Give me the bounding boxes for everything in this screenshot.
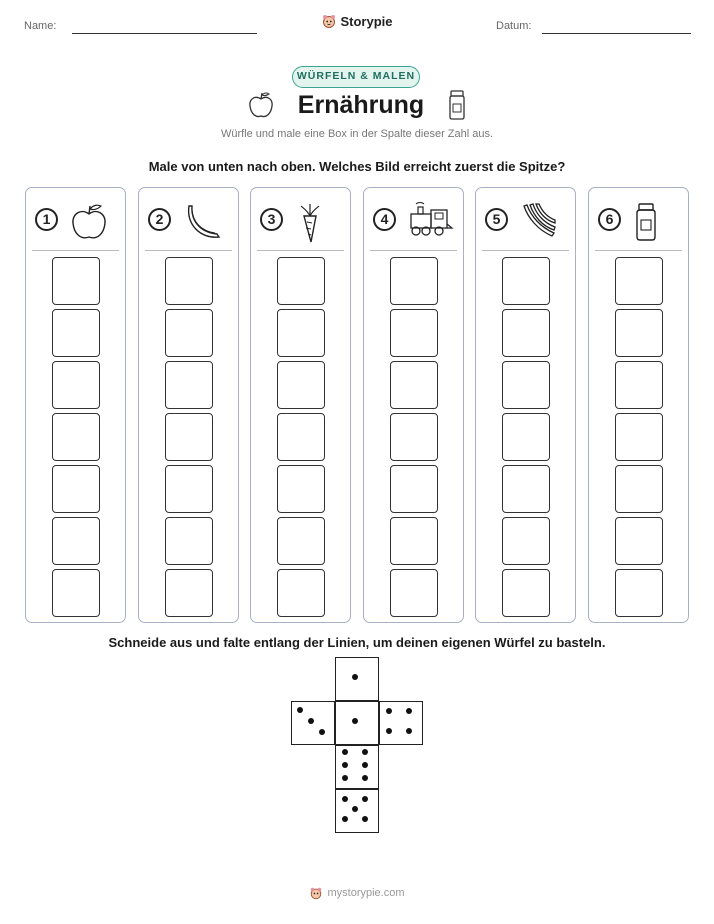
color-box[interactable] — [615, 413, 663, 461]
color-box[interactable] — [277, 257, 325, 305]
color-box[interactable] — [502, 257, 550, 305]
color-box[interactable] — [165, 257, 213, 305]
color-box[interactable] — [390, 517, 438, 565]
column-divider — [257, 250, 344, 251]
die-pip — [297, 707, 303, 713]
color-box[interactable] — [52, 257, 100, 305]
column-divider — [595, 250, 682, 251]
brand-logo — [0, 13, 714, 34]
color-box[interactable] — [615, 309, 663, 357]
color-box[interactable] — [502, 465, 550, 513]
die-pip — [386, 708, 392, 714]
color-box[interactable] — [502, 309, 550, 357]
die-pip — [406, 728, 412, 734]
column-header — [139, 202, 238, 242]
color-box[interactable] — [390, 413, 438, 461]
instruction-bottom: Schneide aus und falte entlang der Linien, um deinen eigenen Würfel zu basteln. — [108, 635, 606, 650]
die-pip — [406, 708, 412, 714]
storypie-mascot-icon — [309, 886, 323, 900]
die-pip — [362, 749, 368, 755]
color-box[interactable] — [277, 569, 325, 617]
name-label: Name: — [24, 20, 57, 32]
die-pip — [352, 806, 358, 812]
color-box[interactable] — [390, 569, 438, 617]
color-box[interactable] — [277, 309, 325, 357]
die-face-1 — [335, 701, 379, 745]
color-box[interactable] — [52, 413, 100, 461]
die-face-5 — [335, 789, 379, 833]
jar-icon — [447, 90, 467, 120]
die-pip — [342, 762, 348, 768]
die-face-6 — [335, 745, 379, 789]
column-3 — [250, 187, 351, 623]
instruction-top: Male von unten nach oben. Welches Bild erreicht zuerst die Spitze? — [148, 159, 566, 174]
column-number: 1 — [35, 208, 58, 231]
color-box[interactable] — [502, 569, 550, 617]
die-pip — [362, 816, 368, 822]
die-pip — [362, 762, 368, 768]
page-title: Ernährung — [297, 90, 425, 119]
die-pip — [319, 729, 325, 735]
die-face-3 — [291, 701, 335, 745]
die-pip — [342, 796, 348, 802]
die-pip — [386, 728, 392, 734]
column-2 — [138, 187, 239, 623]
color-box[interactable] — [165, 569, 213, 617]
color-box[interactable] — [52, 465, 100, 513]
column-header — [251, 202, 350, 242]
green-beans-icon — [520, 202, 558, 245]
jar-icon — [633, 202, 659, 247]
color-box[interactable] — [52, 361, 100, 409]
color-box[interactable] — [165, 413, 213, 461]
column-header — [476, 202, 575, 242]
color-box[interactable] — [502, 413, 550, 461]
brand-name: Storypie — [340, 13, 393, 29]
column-divider — [145, 250, 232, 251]
column-number: 5 — [485, 208, 508, 231]
carrot-icon — [295, 202, 325, 249]
color-box[interactable] — [390, 309, 438, 357]
category-badge: WÜRFELN & MALEN — [292, 66, 420, 88]
column-divider — [32, 250, 119, 251]
color-box[interactable] — [165, 517, 213, 565]
color-box[interactable] — [390, 361, 438, 409]
color-box[interactable] — [615, 517, 663, 565]
color-box[interactable] — [615, 569, 663, 617]
column-header — [364, 202, 463, 242]
color-box[interactable] — [615, 257, 663, 305]
column-divider — [370, 250, 457, 251]
die-pip — [362, 796, 368, 802]
column-4 — [363, 187, 464, 623]
train-icon — [408, 202, 454, 245]
apple-icon — [247, 90, 275, 120]
color-box[interactable] — [165, 309, 213, 357]
footer-url: mystorypie.com — [327, 887, 405, 899]
storypie-mascot-icon — [321, 13, 337, 29]
date-label: Datum: — [496, 20, 532, 32]
column-6 — [588, 187, 689, 623]
color-box[interactable] — [390, 257, 438, 305]
column-number: 4 — [373, 208, 396, 231]
color-box[interactable] — [615, 465, 663, 513]
die-pip — [362, 775, 368, 781]
color-box[interactable] — [502, 517, 550, 565]
die-pip — [352, 718, 358, 724]
color-box[interactable] — [277, 465, 325, 513]
color-box[interactable] — [277, 361, 325, 409]
color-box[interactable] — [165, 361, 213, 409]
die-pip — [342, 816, 348, 822]
color-box[interactable] — [165, 465, 213, 513]
die-pip — [308, 718, 314, 724]
color-box[interactable] — [52, 517, 100, 565]
die-pip — [342, 749, 348, 755]
column-number: 3 — [260, 208, 283, 231]
column-header — [26, 202, 125, 242]
footer — [0, 886, 714, 905]
column-1 — [25, 187, 126, 623]
color-box[interactable] — [390, 465, 438, 513]
column-5 — [475, 187, 576, 623]
color-box[interactable] — [52, 309, 100, 357]
apple-icon — [70, 202, 108, 247]
color-box[interactable] — [277, 413, 325, 461]
die-pip — [352, 674, 358, 680]
color-box[interactable] — [277, 517, 325, 565]
die-face-4 — [379, 701, 423, 745]
column-number: 6 — [598, 208, 621, 231]
die-pip — [342, 775, 348, 781]
subtitle: Würfle und male eine Box in der Spalte dieser Zahl aus. — [220, 128, 494, 140]
column-number: 2 — [148, 208, 171, 231]
die-face-1 — [335, 657, 379, 701]
column-header — [589, 202, 688, 242]
color-box[interactable] — [615, 361, 663, 409]
column-divider — [482, 250, 569, 251]
color-box[interactable] — [52, 569, 100, 617]
banana-icon — [183, 202, 223, 247]
color-box[interactable] — [502, 361, 550, 409]
